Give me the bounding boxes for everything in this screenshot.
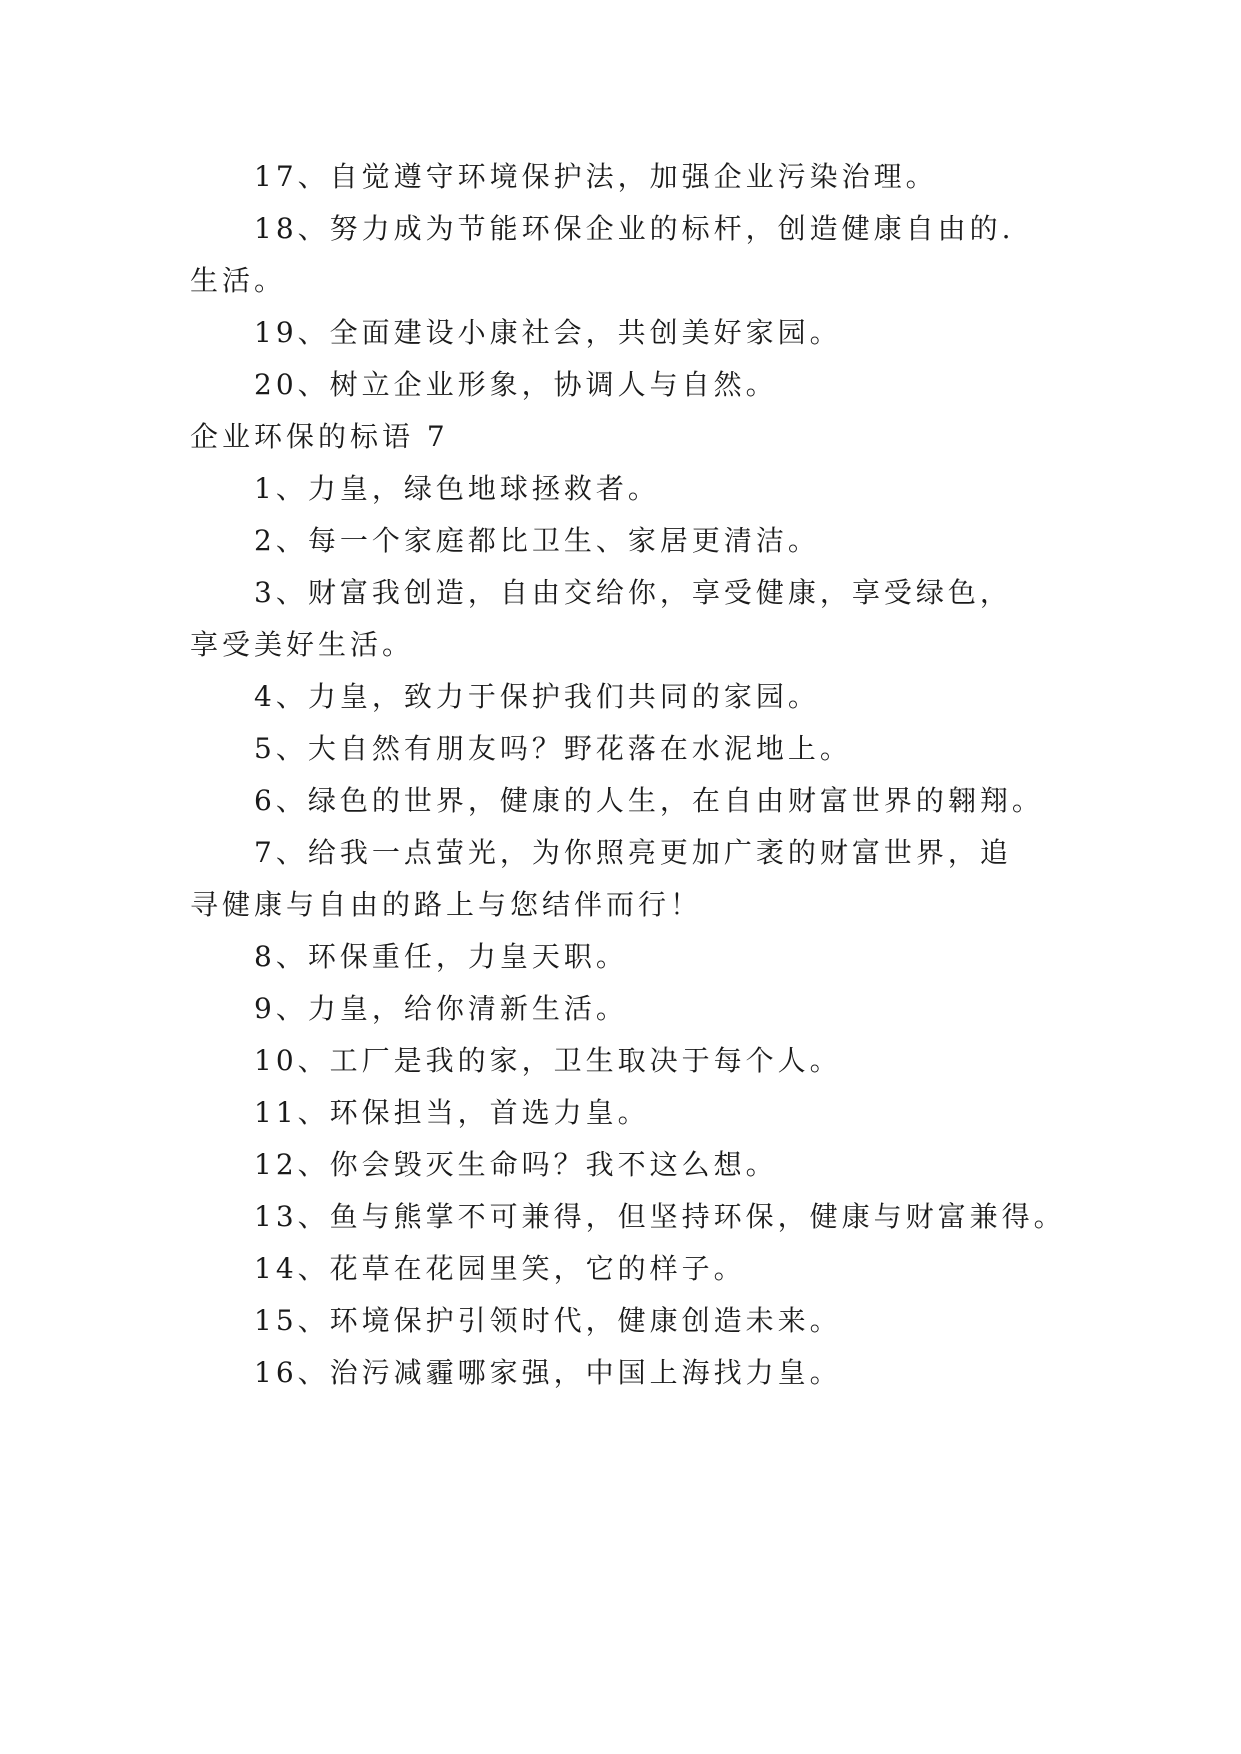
slogan-line: 12、你会毁灭生命吗？我不这么想。 xyxy=(254,1148,778,1181)
slogan-line: 11、环保担当，首选力皇。 xyxy=(254,1096,650,1129)
slogan-line: 3、财富我创造，自由交给你，享受健康，享受绿色， xyxy=(254,576,1012,609)
slogan-line: 4、力皇，致力于保护我们共同的家园。 xyxy=(254,680,820,713)
slogan-line: 7、给我一点萤光，为你照亮更加广袤的财富世界，追 xyxy=(254,836,1012,869)
slogan-line: 16、治污减霾哪家强，中国上海找力皇。 xyxy=(254,1356,842,1389)
slogan-line: 1、力皇，绿色地球拯救者。 xyxy=(254,472,660,505)
slogan-line: 6、绿色的世界，健康的人生，在自由财富世界的翱翔。 xyxy=(254,784,1044,817)
slogan-line-continuation: 生活。 xyxy=(190,264,287,297)
slogan-line: 5、大自然有朋友吗？野花落在水泥地上。 xyxy=(254,732,852,765)
section-heading: 企业环保的标语 7 xyxy=(190,420,449,453)
slogan-line: 14、花草在花园里笑，它的样子。 xyxy=(254,1252,746,1285)
slogan-line: 15、环境保护引领时代，健康创造未来。 xyxy=(254,1304,842,1337)
slogan-line: 8、环保重任，力皇天职。 xyxy=(254,940,628,973)
slogan-line: 10、工厂是我的家，卫生取决于每个人。 xyxy=(254,1044,842,1077)
slogan-line: 9、力皇，给你清新生活。 xyxy=(254,992,628,1025)
slogan-line: 19、全面建设小康社会，共创美好家园。 xyxy=(254,316,842,349)
slogan-line: 2、每一个家庭都比卫生、家居更清洁。 xyxy=(254,524,820,557)
slogan-line-continuation: 寻健康与自由的路上与您结伴而行！ xyxy=(190,888,703,921)
slogan-line: 20、树立企业形象，协调人与自然。 xyxy=(254,368,778,401)
slogan-line: 17、自觉遵守环境保护法，加强企业污染治理。 xyxy=(254,160,938,193)
slogan-line-continuation: 享受美好生活。 xyxy=(190,628,415,661)
slogan-line: 13、鱼与熊掌不可兼得，但坚持环保，健康与财富兼得。 xyxy=(254,1200,1066,1233)
slogan-line: 18、努力成为节能环保企业的标杆，创造健康自由的. xyxy=(254,212,1015,245)
